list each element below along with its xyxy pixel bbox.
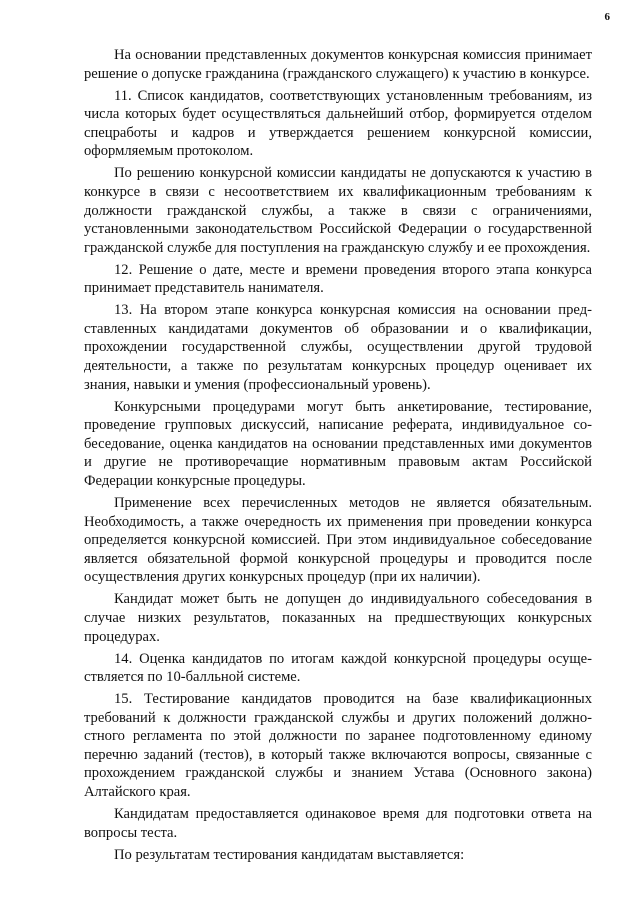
- paragraph-12-second-stage-date: 12. Решение о дате, месте и времени проведения второго этапа конкурса принимает представитель нанимателя.: [84, 261, 592, 297]
- paragraph-competition-procedures: Конкурсными процедурами могут быть анкетирование, тестирование, проведение групповых дискуссий, написание реферата, индивидуальное собеседование, оценка кандидатов на основании представленных ими документов и другие не противоречащие нормативным правовым актам Российской Федерации конкурсные процедуры.: [84, 398, 592, 490]
- paragraph-test-time: Кандидатам предоставляется одинаковое время для подготовки ответа на вопросы теста.: [84, 806, 592, 841]
- paragraph-test-results: По результатам тестирования кандидатам выставляется:: [114, 846, 465, 863]
- paragraph-11-candidate-list: 11. Список кандидатов, соответствующих установленным требованиям, из числа которых будет осуществляться дальнейший отбор, формируется отделом спецработы и кадров и утверждается решением конкурсной комиссии, оформляемым протоколом.: [84, 87, 592, 160]
- page-number: 6: [604, 11, 610, 23]
- paragraph-non-admission: По решению конкурсной комиссии кандидаты не допускаются к участию в конкурсе в связи с несоответствием их квалификационным требованиям к должности гражданской службы, а также в связи с ограничениями, установленными законодательством Российской Федерации о государственной гражданской службе для поступления на гражданскую службу и ее прохождения.: [84, 165, 592, 256]
- paragraph-methods-application: Применение всех перечисленных методов не является обязательным. Необходимость, а также очередность их применения при проведении конкурса определяется конкурсной комиссией. При этом индивидуальное собеседование является обязательной формой конкурсной процедуры и проводится после осуществления других конкурсных процедур (при их наличии).: [84, 495, 592, 586]
- paragraph-admission-decision: На основании представленных документов конкурсная комиссия принимает решение о допуске гражданина (гражданского служащего) к участию в конкурсе.: [84, 47, 592, 82]
- paragraph-13-second-stage: 13. На втором этапе конкурса конкурсная комиссия на основании представленных кандидатами документов об образовании и о квалификации, прохождении государственной службы, осуществлении другой трудовой деятельности, а также по результатам конкурсных процедур оценивает их знания, навыки и умения (профессиональный уровень).: [84, 302, 592, 393]
- paragraph-14-scoring: 14. Оценка кандидатов по итогам каждой конкурсной процедуры осуществляется по 10-балльной системе.: [84, 650, 592, 686]
- document-body: [84, 46, 592, 868]
- paragraph-interview-admission: Кандидат может быть не допущен до индивидуального собеседования в случае низких результатов, показанных на предшествующих конкурсных процедурах.: [84, 591, 592, 645]
- paragraph-15-testing: 15. Тестирование кандидатов проводится на базе квалификационных требований к должности гражданской службы и других положений должностного регламента по этой должности по заранее подготовленному единому перечню заданий (тестов), в который также включаются вопросы, связанные с прохождением гражданской службы и знанием Устава (Основного закона) Алтайского края.: [84, 691, 592, 801]
